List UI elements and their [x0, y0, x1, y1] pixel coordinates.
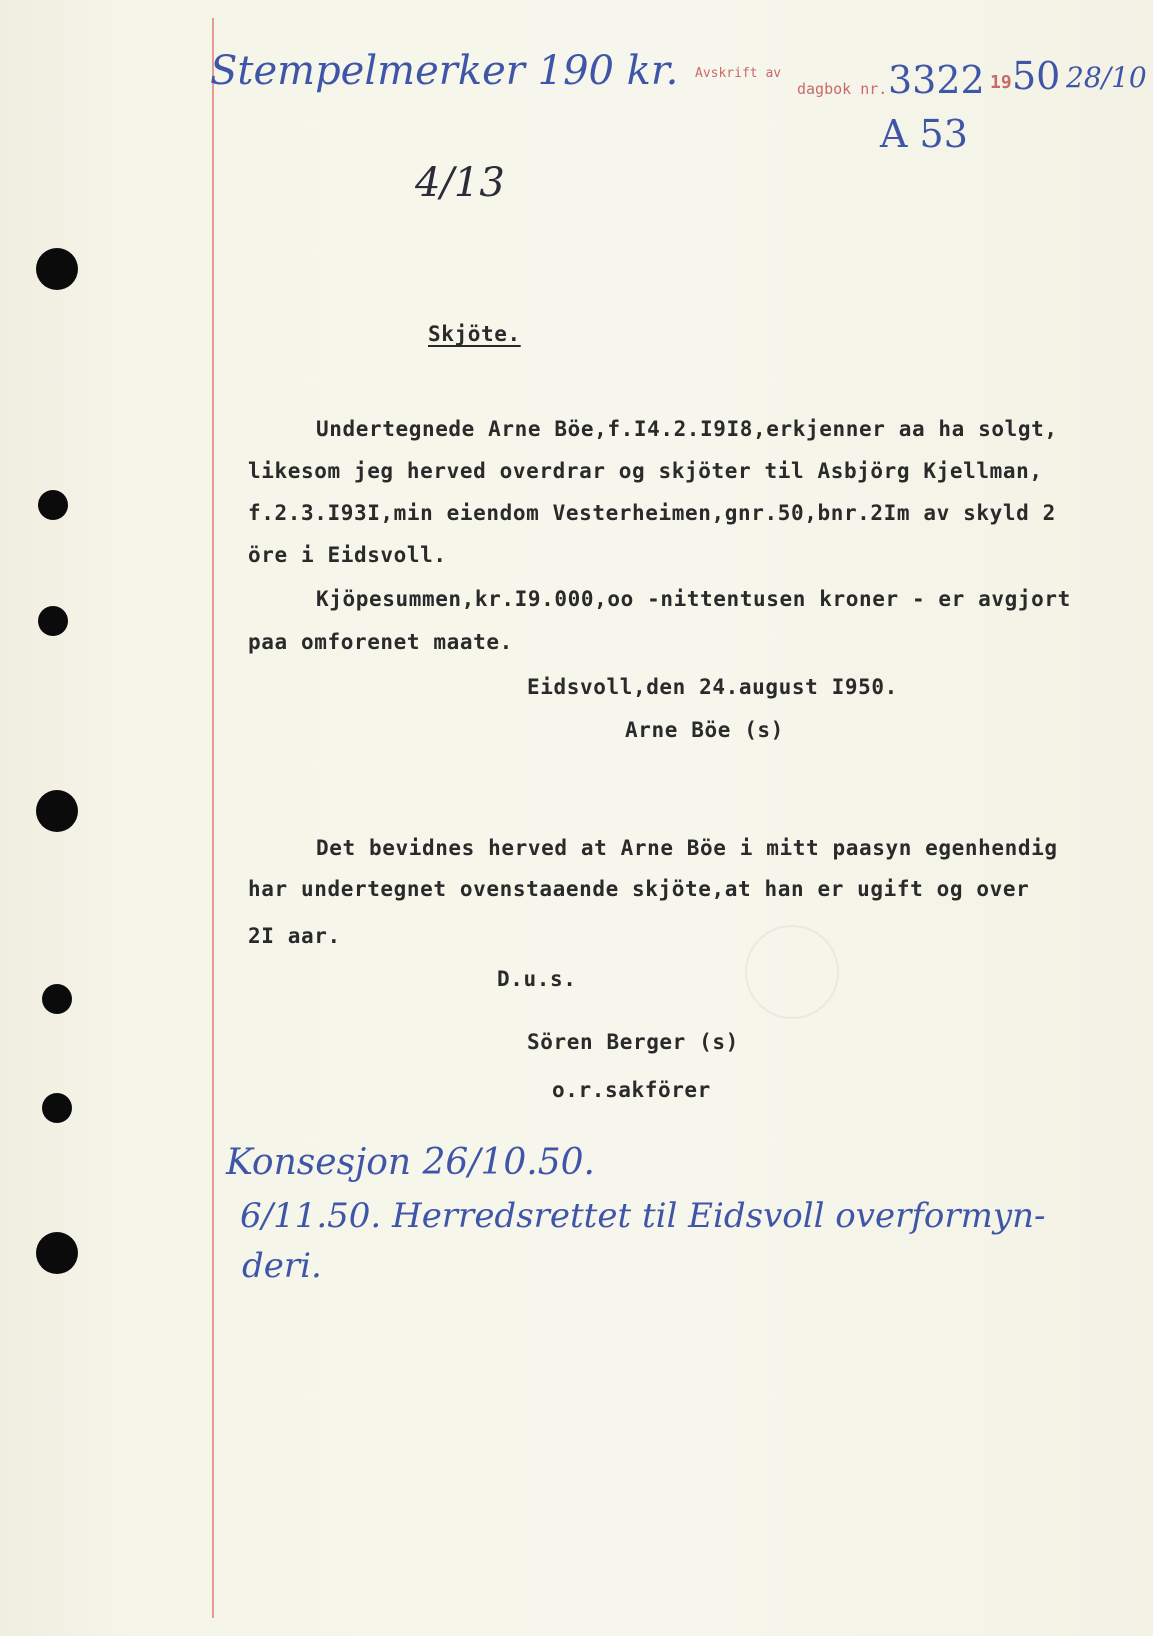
closing-abbreviation: D.u.s. — [497, 967, 577, 991]
transfer-note-continued: deri. — [242, 1246, 322, 1286]
body-line: Kjöpesummen,kr.I9.000,oo -nittentusen kroner - er avgjort — [316, 587, 1071, 611]
transfer-note: 6/11.50. Herredsrettet til Eidsvoll overformyn- — [240, 1196, 1046, 1236]
stamp-fee-note: Stempelmerker 190 kr. — [210, 48, 679, 94]
body-line: f.2.3.I93I,min eiendom Vesterheimen,gnr.50,bnr.2Im av skyld 2 — [248, 501, 1056, 525]
stamp-year-prefix: 19 — [990, 72, 1012, 93]
punch-hole — [38, 490, 68, 520]
body-line: likesom jeg herved overdrar og skjöter til Asbjörg Kjellman, — [248, 459, 1043, 483]
faint-seal — [745, 925, 839, 1019]
journal-number: 3322 — [888, 58, 985, 102]
place-date: Eidsvoll,den 24.august I950. — [527, 675, 898, 699]
attestation-line: 2I aar. — [248, 924, 341, 948]
margin-line — [212, 18, 214, 1618]
punch-hole — [36, 1232, 78, 1274]
fraction-note: 4/13 — [415, 160, 505, 206]
witness-name: Sören Berger (s) — [527, 1030, 739, 1054]
copy-stamp-label: Avskrift av — [695, 66, 782, 81]
body-line: Undertegnede Arne Böe,f.I4.2.I9I8,erkjenner aa ha solgt, — [316, 417, 1058, 441]
concession-note: Konsesjon 26/10.50. — [226, 1142, 595, 1183]
year-written: 50 — [1012, 54, 1061, 98]
punch-hole — [42, 984, 72, 1014]
punch-hole — [36, 790, 78, 832]
punch-hole — [38, 606, 68, 636]
date-written: 28/10 — [1066, 61, 1147, 94]
punch-hole — [36, 248, 78, 290]
punch-hole — [42, 1093, 72, 1123]
folio-number: A 53 — [880, 112, 968, 156]
seller-signature: Arne Böe (s) — [625, 718, 784, 742]
witness-title: o.r.sakförer — [552, 1078, 711, 1102]
journal-stamp-label: dagbok nr. — [797, 80, 888, 98]
document-title: Skjöte. — [428, 322, 521, 346]
body-line: paa omforenet maate. — [248, 630, 513, 654]
attestation-line: Det bevidnes herved at Arne Böe i mitt paasyn egenhendig — [316, 836, 1058, 860]
body-line: öre i Eidsvoll. — [248, 543, 447, 567]
attestation-line: har undertegnet ovenstaaende skjöte,at han er ugift og over — [248, 877, 1030, 901]
